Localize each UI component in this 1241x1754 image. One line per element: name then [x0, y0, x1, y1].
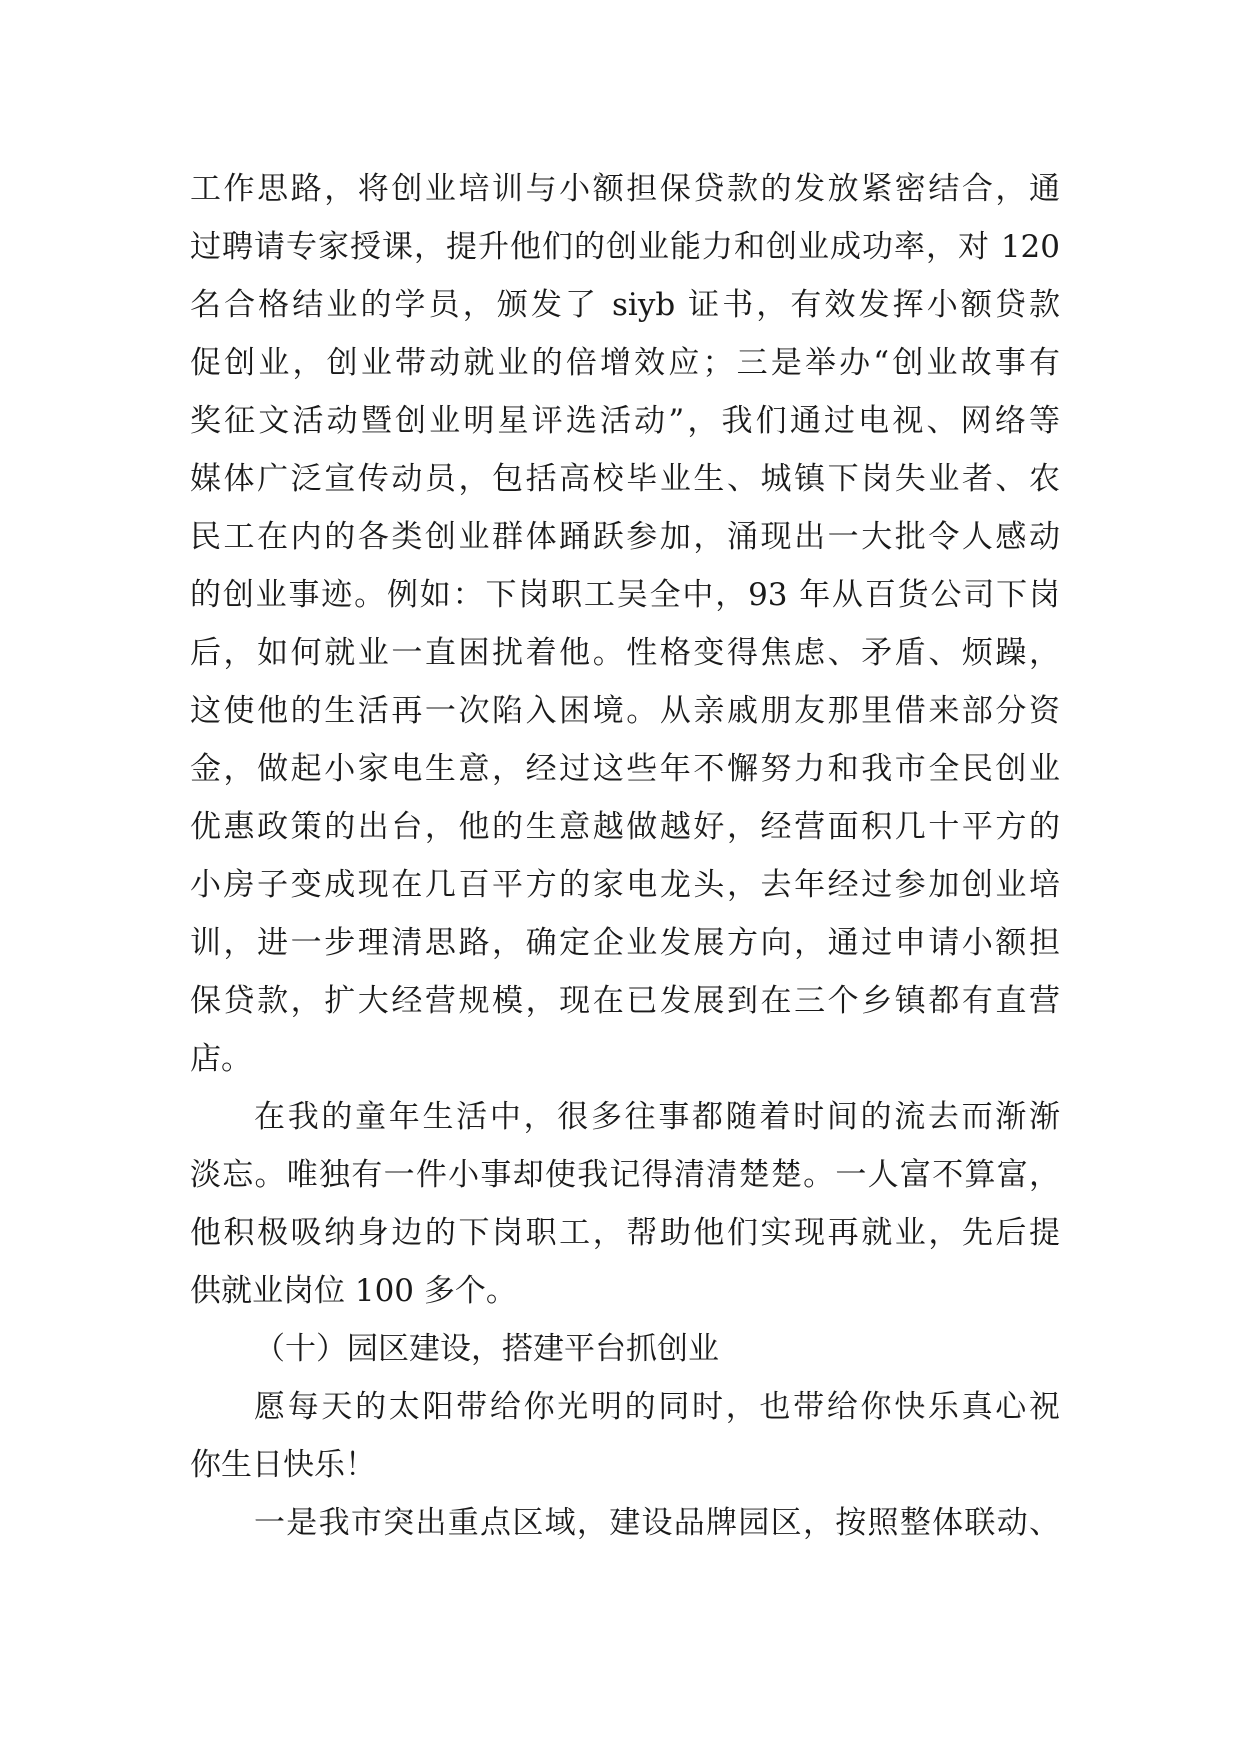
text-line: 金，做起小家电生意，经过这些年不懈努力和我市全民创业 [190, 751, 1060, 787]
text-line: 在我的童年生活中，很多往事都随着时间的流去而渐渐 [254, 1099, 1060, 1135]
text-line: 奖征文活动暨创业明星评选活动”，我们通过电视、网络等 [190, 403, 1060, 439]
text-line: 这使他的生活再一次陷入困境。从亲戚朋友那里借来部分资 [190, 693, 1060, 729]
text-line: 后，如何就业一直困扰着他。性格变得焦虑、矛盾、烦躁， [190, 635, 1060, 671]
text-line: 淡忘。唯独有一件小事却使我记得清清楚楚。一人富不算富， [190, 1157, 1060, 1193]
text-line: 民工在内的各类创业群体踊跃参加，涌现出一大批令人感动 [190, 519, 1060, 555]
text-line: 过聘请专家授课，提升他们的创业能力和创业成功率，对 120 [190, 229, 1060, 265]
text-line: 促创业，创业带动就业的倍增效应；三是举办“创业故事有 [190, 345, 1060, 381]
document-body [190, 160, 1060, 1552]
text-line: 工作思路，将创业培训与小额担保贷款的发放紧密结合，通 [190, 171, 1060, 207]
text-line: 他积极吸纳身边的下岗职工，帮助他们实现再就业，先后提 [190, 1215, 1060, 1251]
text-line: 的创业事迹。例如：下岗职工吴全中，93 年从百货公司下岗 [190, 577, 1060, 613]
text-line: 训，进一步理清思路，确定企业发展方向，通过申请小额担 [190, 925, 1060, 961]
section-heading: （十）园区建设，搭建平台抓创业 [254, 1331, 719, 1367]
text-line: 供就业岗位 100 多个。 [190, 1273, 517, 1309]
text-line: 优惠政策的出台，他的生意越做越好，经营面积几十平方的 [190, 809, 1060, 845]
text-line: 一是我市突出重点区域，建设品牌园区，按照整体联动、 [254, 1505, 1060, 1541]
text-line: 小房子变成现在几百平方的家电龙头，去年经过参加创业培 [190, 867, 1060, 903]
text-line: 店。 [190, 1041, 252, 1077]
text-line: 愿每天的太阳带给你光明的同时，也带给你快乐真心祝 [254, 1389, 1060, 1425]
text-line: 保贷款，扩大经营规模，现在已发展到在三个乡镇都有直营 [190, 983, 1060, 1019]
text-line: 你生日快乐！ [190, 1447, 376, 1483]
text-line: 媒体广泛宣传动员，包括高校毕业生、城镇下岗失业者、农 [190, 461, 1060, 497]
text-line: 名合格结业的学员，颁发了 siyb 证书，有效发挥小额贷款 [190, 287, 1060, 323]
